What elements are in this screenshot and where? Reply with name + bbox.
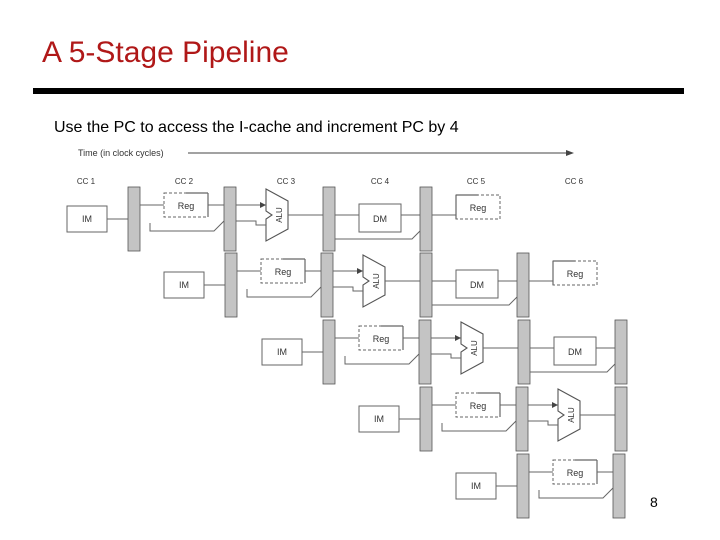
register-file-label: Reg <box>469 401 487 411</box>
pipeline-register <box>419 320 431 384</box>
clock-cycle-label: CC 2 <box>174 177 194 186</box>
pipeline-register <box>613 454 625 518</box>
data-memory-label: DM <box>373 214 387 224</box>
wire <box>539 488 613 498</box>
instruction-memory-label: IM <box>374 414 384 424</box>
pipeline-register <box>517 253 529 317</box>
pipeline-register <box>516 387 528 451</box>
time-axis-label: Time (in clock cycles) <box>78 148 164 158</box>
pipeline-register <box>323 320 335 384</box>
alu-label: ALU <box>470 340 479 356</box>
instruction-memory-label: IM <box>82 214 92 224</box>
wire-arrowhead <box>357 268 363 274</box>
wire <box>345 354 419 364</box>
pipeline-register <box>224 187 236 251</box>
clock-cycle-label: CC 5 <box>466 177 486 186</box>
clock-cycle-label: CC 4 <box>370 177 390 186</box>
pipeline-row-4 <box>359 387 627 451</box>
slide-subtitle: Use the PC to access the I-cache and increment PC by 4 <box>54 119 459 136</box>
instruction-memory-label: IM <box>179 280 189 290</box>
time-axis-arrowhead <box>566 150 574 156</box>
pipeline-register <box>225 253 237 317</box>
pipeline-register <box>420 387 432 451</box>
pipeline-row-3 <box>262 320 627 384</box>
alu-label: ALU <box>275 207 284 223</box>
wire <box>236 221 266 225</box>
alu-label: ALU <box>567 407 576 423</box>
pipeline-register <box>128 187 140 251</box>
wire-arrowhead <box>260 202 266 208</box>
pipeline-register <box>615 320 627 384</box>
wire <box>442 421 516 431</box>
instruction-memory-label: IM <box>471 481 481 491</box>
data-memory-label: DM <box>568 347 582 357</box>
slide-title: A 5-Stage Pipeline <box>42 36 289 69</box>
pipeline-register <box>321 253 333 317</box>
clock-cycle-label: CC 3 <box>276 177 296 186</box>
data-memory-label: DM <box>470 280 484 290</box>
clock-cycle-label: CC 1 <box>76 177 96 186</box>
pipeline-row-5 <box>456 454 625 518</box>
write-back-register-label: Reg <box>469 203 487 213</box>
wire <box>528 421 558 425</box>
wire-arrowhead <box>552 402 558 408</box>
pipeline-row-1 <box>67 187 500 251</box>
register-file-label: Reg <box>372 334 390 344</box>
wire <box>150 221 224 231</box>
pipeline-register <box>420 187 432 251</box>
pipeline-row-2 <box>164 253 597 317</box>
register-file-label: Reg <box>566 468 584 478</box>
pipeline-register <box>615 387 627 451</box>
wire <box>333 287 363 291</box>
clock-cycle-label: CC 6 <box>564 177 584 186</box>
write-back-register-label: Reg <box>566 269 584 279</box>
wire-arrowhead <box>455 335 461 341</box>
instruction-memory-label: IM <box>277 347 287 357</box>
page-number: 8 <box>650 494 658 510</box>
register-file-label: Reg <box>274 267 292 277</box>
wire <box>431 354 461 358</box>
pipeline-register <box>420 253 432 317</box>
pipeline-register <box>517 454 529 518</box>
register-file-label: Reg <box>177 201 195 211</box>
alu-label: ALU <box>372 273 381 289</box>
pipeline-register <box>323 187 335 251</box>
wire <box>247 287 321 297</box>
pipeline-register <box>518 320 530 384</box>
